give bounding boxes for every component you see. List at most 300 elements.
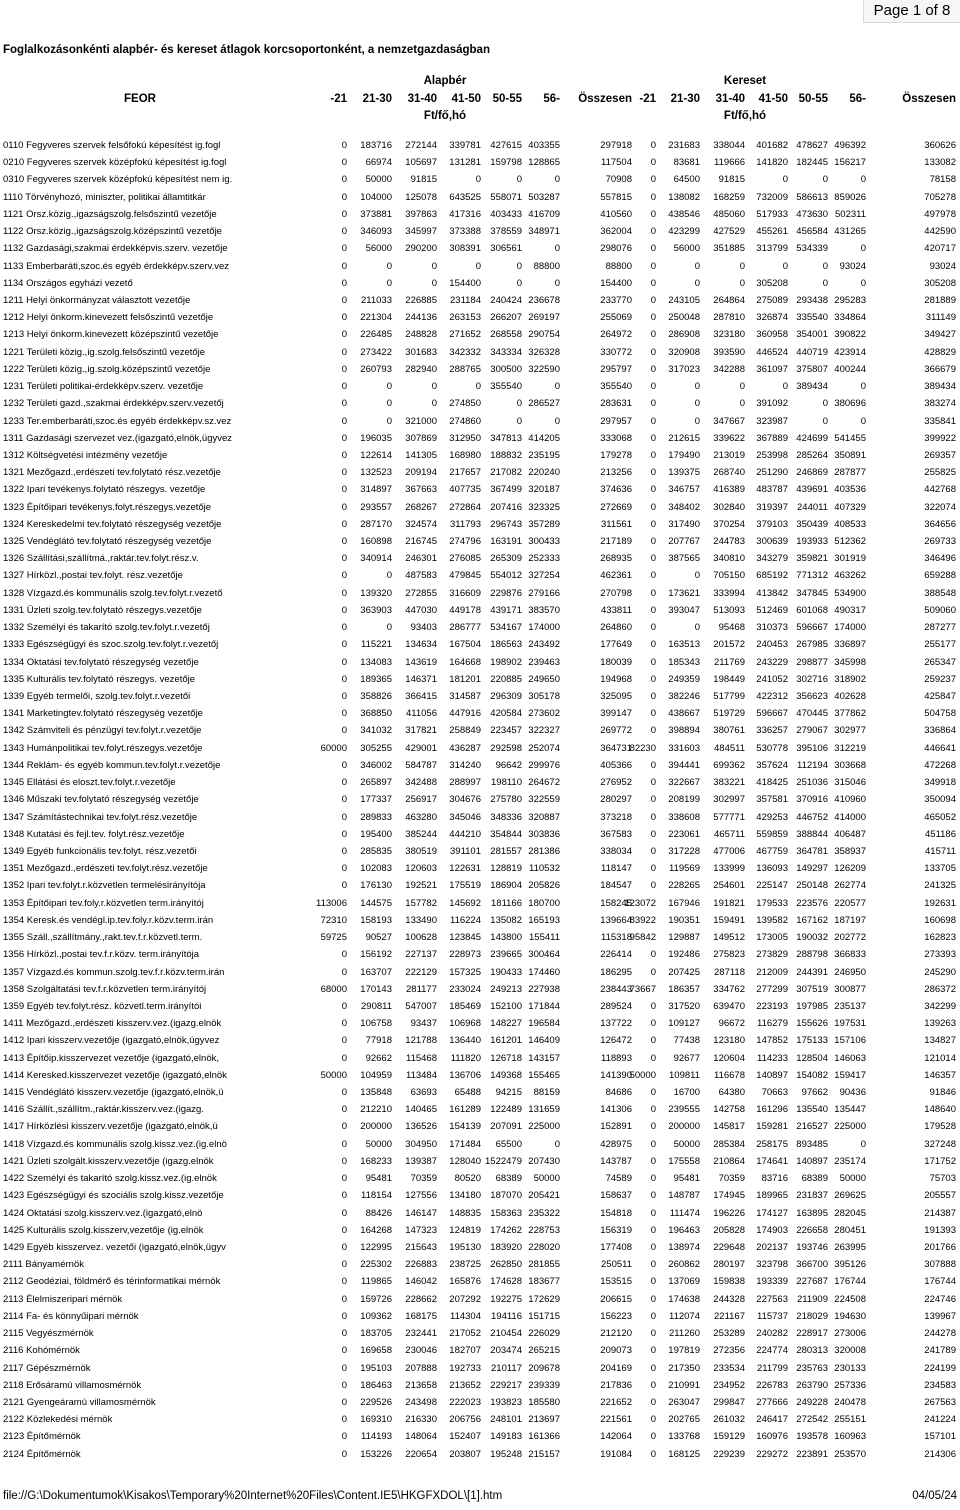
alap-cell: 186295 xyxy=(600,966,632,978)
ker-cell: 351885 xyxy=(713,243,745,255)
alap-cell: 121788 xyxy=(405,1035,437,1047)
alap-cell: 113006 xyxy=(316,897,347,909)
ker-cell: 0 xyxy=(860,243,866,255)
alap-cell: 137722 xyxy=(600,1018,632,1030)
alap-cell: 0 xyxy=(341,1035,347,1047)
alap-cell: 154818 xyxy=(600,1207,632,1219)
ker-cell: 346757 xyxy=(668,484,700,496)
alap-cell: 1522479 xyxy=(485,1155,522,1167)
alap-cell: 198902 xyxy=(490,656,522,668)
ker-cell: 261032 xyxy=(713,1414,745,1426)
alap-cell: 373388 xyxy=(449,226,481,238)
ker-cell: 534900 xyxy=(834,587,866,599)
ker-cell: 705150 xyxy=(713,570,745,582)
ker-cell: 383274 xyxy=(924,398,956,410)
ker-cell: 109811 xyxy=(669,1069,700,1081)
alap-cell: 95481 xyxy=(365,1173,392,1185)
ker-cell: 182445 xyxy=(796,157,828,169)
alap-cell: 348336 xyxy=(490,811,522,823)
alap-cell: 213658 xyxy=(405,1379,437,1391)
alap-cell: 266207 xyxy=(490,312,522,324)
ker-cell: 0 xyxy=(694,381,700,393)
ker-cell: 338608 xyxy=(668,811,700,823)
ker-cell: 223061 xyxy=(668,828,700,840)
ker-cell: 0 xyxy=(694,570,700,582)
ker-cell: 446524 xyxy=(756,346,788,358)
alap-cell: 187070 xyxy=(490,1190,522,1202)
ker-cell: 133082 xyxy=(924,157,956,169)
alap-cell: 185580 xyxy=(528,1396,560,1408)
alap-cell: 317821 xyxy=(405,725,437,737)
ker-cell: 285264 xyxy=(796,449,828,461)
ker-cell: 349427 xyxy=(924,329,956,341)
alap-cell: 72310 xyxy=(320,914,347,926)
alap-cell: 429001 xyxy=(405,742,437,754)
alap-cell: 346093 xyxy=(360,226,392,238)
alap-cell: 220885 xyxy=(490,673,522,685)
ker-cell: 305208 xyxy=(756,277,788,289)
alap-cell: 106968 xyxy=(449,1018,481,1030)
alap-cell: 88426 xyxy=(365,1207,392,1219)
alap-cell: 280297 xyxy=(600,794,632,806)
ker-cell: 302977 xyxy=(834,725,866,737)
alap-cell: 168233 xyxy=(360,1155,392,1167)
alap-cell: 300433 xyxy=(528,536,560,548)
alap-cell: 274796 xyxy=(449,536,481,548)
ker-cell: 317023 xyxy=(668,363,700,375)
table-row xyxy=(0,688,960,705)
ker-cell: 287810 xyxy=(713,312,745,324)
ker-cell: 221167 xyxy=(714,1310,745,1322)
ker-cell: 342299 xyxy=(924,1000,956,1012)
alap-cell: 272864 xyxy=(449,501,481,513)
ker-cell: 455261 xyxy=(756,226,788,238)
ker-cell: 307888 xyxy=(924,1259,956,1271)
row-label: 1355 Száll.,szállítmány.,rakt.tev.f.r.közvetl.term. xyxy=(3,932,203,944)
ker-cell: 315046 xyxy=(834,777,866,789)
ker-cell: 313799 xyxy=(756,243,788,255)
ker-cell: 91815 xyxy=(718,174,745,186)
alap-cell: 221304 xyxy=(360,312,392,324)
ker-cell: 401682 xyxy=(756,140,788,151)
ker-cell: 97662 xyxy=(801,1087,828,1099)
ker-cell: 586613 xyxy=(796,191,828,203)
alap-cell: 122614 xyxy=(360,449,392,461)
alap-cell: 210454 xyxy=(490,1328,522,1340)
alap-cell: 207292 xyxy=(449,1293,481,1305)
alap-cell: 243498 xyxy=(405,1396,437,1408)
ker-cell: 273393 xyxy=(924,949,956,961)
alap-cell: 157782 xyxy=(405,897,437,909)
table-row xyxy=(0,223,960,240)
alap-cell: 209194 xyxy=(405,467,437,479)
table-row xyxy=(0,1032,960,1049)
table-row xyxy=(0,1222,960,1239)
ker-cell: 350094 xyxy=(924,794,956,806)
alap-cell: 135082 xyxy=(490,914,522,926)
ker-cell: 138082 xyxy=(668,191,700,203)
ker-cell: 0 xyxy=(650,966,656,978)
alap-cell: 160898 xyxy=(360,536,392,548)
ker-cell: 300877 xyxy=(834,983,866,995)
alap-cell: 77918 xyxy=(365,1035,392,1047)
ker-cell: 596667 xyxy=(796,622,828,634)
alap-cell: 0 xyxy=(341,1431,347,1443)
alap-cell: 207888 xyxy=(405,1362,437,1374)
ker-cell: 0 xyxy=(650,363,656,375)
ker-cell: 299847 xyxy=(713,1396,745,1408)
alap-cell: 293557 xyxy=(360,501,392,513)
alap-cell: 385244 xyxy=(405,828,437,840)
ker-cell: 223891 xyxy=(796,1448,828,1460)
alap-cell: 248101 xyxy=(490,1414,522,1426)
feor-header: FEOR xyxy=(124,93,156,105)
ker-cell: 0 xyxy=(650,312,656,324)
ker-cell: 467759 xyxy=(756,845,788,857)
alap-cell: 0 xyxy=(554,415,560,427)
ker-cell: 175133 xyxy=(796,1035,828,1047)
alap-cell: 0 xyxy=(516,398,522,410)
ker-cell: 375807 xyxy=(796,363,828,375)
alap-cell: 252333 xyxy=(528,553,560,565)
unit-header-kereset: Ft/fő,hó xyxy=(723,110,767,122)
alap-cell: 0 xyxy=(341,260,347,272)
alap-cell: 0 xyxy=(341,966,347,978)
ker-cell: 0 xyxy=(694,622,700,634)
alap-cell: 410560 xyxy=(600,208,632,220)
alap-cell: 139387 xyxy=(405,1155,437,1167)
alap-cell: 217189 xyxy=(600,536,632,548)
alap-cell: 0 xyxy=(341,1173,347,1185)
ker-cell: 502311 xyxy=(835,208,866,220)
row-label: 1421 Üzleti szolgált.kisszerv.vezetője (igazg.elnök xyxy=(3,1155,214,1167)
ker-cell: 367889 xyxy=(756,432,788,444)
ker-cell: 179490 xyxy=(668,449,700,461)
alap-cell: 0 xyxy=(341,570,347,582)
alap-cell: 239339 xyxy=(528,1379,560,1391)
column-header-alapber-2: 31-40 xyxy=(407,93,437,105)
alap-cell: 126472 xyxy=(600,1035,632,1047)
ker-cell: 227687 xyxy=(796,1276,828,1288)
ker-cell: 95481 xyxy=(673,1173,700,1185)
alap-cell: 0 xyxy=(475,260,481,272)
alap-cell: 192733 xyxy=(449,1362,481,1374)
ker-cell: 596667 xyxy=(756,708,788,720)
ker-cell: 360958 xyxy=(756,329,788,341)
alap-cell: 363903 xyxy=(360,604,392,616)
ker-cell: 418425 xyxy=(756,777,788,789)
alap-cell: 186904 xyxy=(490,880,522,892)
alap-cell: 158245 xyxy=(600,897,632,909)
alap-cell: 229526 xyxy=(360,1396,392,1408)
alap-cell: 447916 xyxy=(449,708,481,720)
alap-cell: 183716 xyxy=(360,140,392,151)
ker-cell: 0 xyxy=(650,140,656,151)
ker-cell: 0 xyxy=(650,1396,656,1408)
alap-cell: 207430 xyxy=(528,1155,560,1167)
alap-cell: 0 xyxy=(341,243,347,255)
table-row xyxy=(0,946,960,963)
row-label: 1425 Kulturális szolg.kisszerv,vezetője (ig.elnök xyxy=(3,1224,204,1236)
alap-cell: 84686 xyxy=(605,1087,632,1099)
ker-cell: 318902 xyxy=(834,673,866,685)
ker-cell: 347845 xyxy=(796,587,828,599)
alap-cell: 272669 xyxy=(600,501,632,513)
alap-cell: 268935 xyxy=(600,553,632,565)
alap-cell: 104000 xyxy=(360,191,392,203)
ker-cell: 0 xyxy=(650,346,656,358)
ker-cell: 317490 xyxy=(668,518,700,530)
ker-cell: 95468 xyxy=(718,622,745,634)
alap-cell: 297957 xyxy=(600,415,632,427)
alap-cell: 151715 xyxy=(528,1310,560,1322)
ker-cell: 138974 xyxy=(668,1242,700,1253)
alap-cell: 174000 xyxy=(528,622,560,634)
ker-cell: 267985 xyxy=(796,639,828,651)
alap-cell: 405366 xyxy=(600,759,632,771)
table-row xyxy=(0,1411,960,1428)
ker-cell: 0 xyxy=(650,673,656,685)
ker-cell: 0 xyxy=(739,398,745,410)
table-row xyxy=(0,1136,960,1153)
ker-cell: 224508 xyxy=(834,1293,866,1305)
alap-cell: 308391 xyxy=(449,243,481,255)
alap-cell: 118147 xyxy=(601,863,632,875)
ker-cell: 275089 xyxy=(756,294,788,306)
ker-cell: 0 xyxy=(650,553,656,565)
alap-cell: 0 xyxy=(341,828,347,840)
alap-cell: 235322 xyxy=(528,1207,560,1219)
alap-cell: 403433 xyxy=(490,208,522,220)
alap-cell: 314897 xyxy=(360,484,392,496)
ker-cell: 370254 xyxy=(713,518,745,530)
alap-cell: 156319 xyxy=(600,1224,632,1236)
ker-cell: 383221 xyxy=(713,777,745,789)
ker-cell: 0 xyxy=(860,1138,866,1150)
row-label: 1323 Építőipari tevékenys.folyt.részegys.vezetője xyxy=(3,501,212,513)
ker-cell: 0 xyxy=(694,260,700,272)
alap-cell: 156223 xyxy=(600,1310,632,1322)
table-row xyxy=(0,447,960,464)
row-label: 1417 Hírközlési kisszerv.vezetője (igazgató,elnök,ü xyxy=(3,1121,218,1133)
alap-cell: 0 xyxy=(386,398,392,410)
ker-cell: 0 xyxy=(650,1190,656,1202)
ker-cell: 231837 xyxy=(796,1190,828,1202)
alap-cell: 0 xyxy=(341,1362,347,1374)
alap-cell: 159798 xyxy=(490,157,522,169)
ker-cell: 357624 xyxy=(756,759,788,771)
ker-cell: 451186 xyxy=(925,828,956,840)
alap-cell: 243492 xyxy=(528,639,560,651)
ker-cell: 226783 xyxy=(756,1379,788,1391)
alap-cell: 164668 xyxy=(449,656,481,668)
ker-cell: 126209 xyxy=(834,863,866,875)
ker-cell: 342288 xyxy=(713,363,745,375)
alap-cell: 301683 xyxy=(405,346,437,358)
alap-cell: 193823 xyxy=(490,1396,522,1408)
table-row xyxy=(0,1205,960,1222)
row-label: 2115 Vegyészmérnök xyxy=(3,1328,94,1340)
ker-cell: 512469 xyxy=(756,604,788,616)
alap-cell: 147323 xyxy=(405,1224,437,1236)
alap-cell: 0 xyxy=(341,656,347,668)
row-label: 1416 Szállít.,szállítm.,raktár.kisszerv.vez.(igazg. xyxy=(3,1104,204,1116)
ker-cell: 263790 xyxy=(796,1379,828,1391)
ker-cell: 174638 xyxy=(668,1293,700,1305)
alap-cell: 0 xyxy=(386,622,392,634)
alap-cell: 104959 xyxy=(360,1069,392,1081)
table-row xyxy=(0,1308,960,1325)
ker-cell: 0 xyxy=(650,157,656,169)
ker-cell: 159129 xyxy=(713,1431,745,1443)
alap-cell: 109362 xyxy=(360,1310,392,1322)
alap-cell: 185469 xyxy=(449,1000,481,1012)
alap-cell: 373881 xyxy=(360,208,392,220)
ker-cell: 73667 xyxy=(629,983,656,995)
alap-cell: 203807 xyxy=(449,1448,481,1460)
alap-cell: 213652 xyxy=(449,1379,481,1391)
ker-cell: 416389 xyxy=(713,484,745,496)
alap-cell: 206756 xyxy=(449,1414,481,1426)
ker-cell: 116279 xyxy=(757,1018,788,1030)
ker-cell: 639470 xyxy=(713,1000,745,1012)
alap-cell: 168980 xyxy=(449,449,481,461)
ker-cell: 0 xyxy=(694,398,700,410)
ker-cell: 155626 xyxy=(796,1018,828,1030)
ker-cell: 513093 xyxy=(713,604,745,616)
ker-cell: 280313 xyxy=(796,1345,828,1357)
alap-cell: 113484 xyxy=(406,1069,437,1081)
alap-cell: 0 xyxy=(386,381,392,393)
alap-cell: 232441 xyxy=(405,1328,437,1340)
alap-cell: 305178 xyxy=(528,691,560,702)
alap-cell: 128040 xyxy=(449,1155,481,1167)
ker-cell: 470445 xyxy=(796,708,828,720)
ker-cell: 326874 xyxy=(756,312,788,324)
alap-cell: 0 xyxy=(341,725,347,737)
ker-cell: 0 xyxy=(650,1362,656,1374)
row-label: 1424 Oktatási szolg.kisszerv.vez.(igazgató,elnö xyxy=(3,1207,203,1219)
ker-cell: 159417 xyxy=(834,1069,866,1081)
alap-cell: 233024 xyxy=(449,983,481,995)
row-label: 1221 Területi közig.,ig.szolg.felsőszintű vezetője xyxy=(3,346,206,358)
alap-cell: 0 xyxy=(341,759,347,771)
ker-cell: 223193 xyxy=(756,1000,788,1012)
alap-cell: 239665 xyxy=(490,949,522,961)
ker-cell: 0 xyxy=(650,1293,656,1305)
ker-cell: 167946 xyxy=(668,897,700,909)
column-header-kereset-6: Összesen xyxy=(902,93,956,105)
ker-cell: 380696 xyxy=(834,398,866,410)
ker-cell: 317520 xyxy=(668,1000,700,1012)
ker-cell: 225147 xyxy=(756,880,788,892)
alap-cell: 205826 xyxy=(528,880,560,892)
document-title: Foglalkozásonkénti alapbér- és kereset átlagok korcsoportonként, a nemzetgazdaságban xyxy=(3,44,490,56)
alap-cell: 0 xyxy=(341,1087,347,1099)
ker-cell: 0 xyxy=(650,1207,656,1219)
alap-cell: 0 xyxy=(341,1310,347,1322)
ker-cell: 0 xyxy=(650,1310,656,1322)
ker-cell: 859026 xyxy=(834,191,866,203)
ker-cell: 0 xyxy=(650,622,656,634)
ker-cell: 174127 xyxy=(756,1207,788,1219)
row-label: 2121 Gyengeáramú villamosmérnök xyxy=(3,1396,156,1408)
alap-cell: 226885 xyxy=(405,294,437,306)
unit-header-alapber: Ft/fő,hó xyxy=(423,110,467,122)
alap-cell: 339781 xyxy=(449,140,481,151)
row-label: 2123 Építőmérnök xyxy=(3,1431,81,1443)
alap-cell: 248828 xyxy=(405,329,437,341)
alap-cell: 300464 xyxy=(528,949,560,961)
alap-cell: 143800 xyxy=(490,932,522,944)
alap-cell: 0 xyxy=(386,260,392,272)
ker-cell: 0 xyxy=(650,708,656,720)
table-row xyxy=(0,1446,960,1463)
ker-cell: 16700 xyxy=(673,1087,700,1099)
alap-cell: 279166 xyxy=(528,587,560,599)
ker-cell: 93024 xyxy=(839,260,866,272)
table-row xyxy=(0,258,960,275)
alap-cell: 0 xyxy=(431,398,437,410)
alap-cell: 269197 xyxy=(528,312,560,324)
ker-cell: 442590 xyxy=(924,226,956,238)
ker-cell: 0 xyxy=(650,381,656,393)
alap-cell: 265215 xyxy=(528,1345,560,1357)
ker-cell: 0 xyxy=(650,604,656,616)
alap-cell: 290811 xyxy=(361,1000,392,1012)
alap-cell: 134083 xyxy=(360,656,392,668)
row-label: 1333 Egészségügyi és szoc.szolg.tev.folyt.r.vezetőj xyxy=(3,639,219,651)
alap-cell: 449178 xyxy=(449,604,481,616)
ker-cell: 395106 xyxy=(796,742,828,754)
row-label: 1353 Építőipari tev.foly.r.közvetlen term.irányítój xyxy=(3,897,204,909)
ker-cell: 253289 xyxy=(713,1328,745,1340)
alap-cell: 554012 xyxy=(490,570,522,582)
ker-cell: 82230 xyxy=(629,742,656,754)
ker-cell: 240478 xyxy=(834,1396,866,1408)
column-header-alapber-0: -21 xyxy=(330,93,347,105)
ker-cell: 440719 xyxy=(796,346,828,358)
ker-cell: 406487 xyxy=(834,828,866,840)
alap-cell: 260793 xyxy=(360,363,392,375)
alap-cell: 0 xyxy=(341,1448,347,1460)
row-label: 1121 Orsz.közig.,igazságszolg.felsőszintű vezetője xyxy=(3,208,217,220)
alap-cell: 0 xyxy=(554,381,560,393)
alap-cell: 213256 xyxy=(600,467,632,479)
ker-cell: 302997 xyxy=(713,794,745,806)
alap-cell: 0 xyxy=(341,1155,347,1167)
ker-cell: 246950 xyxy=(834,966,866,978)
alap-cell: 161289 xyxy=(449,1104,481,1116)
ker-cell: 287877 xyxy=(834,467,866,479)
ker-cell: 77438 xyxy=(673,1035,700,1047)
alap-cell: 643525 xyxy=(449,191,481,203)
column-header-kereset-1: 21-30 xyxy=(670,93,700,105)
alap-cell: 0 xyxy=(341,691,347,702)
ker-cell: 0 xyxy=(650,1104,656,1116)
ker-cell: 0 xyxy=(650,1173,656,1185)
ker-cell: 240453 xyxy=(756,639,788,651)
alap-cell: 271652 xyxy=(449,329,481,341)
table-row xyxy=(0,826,960,843)
ker-cell: 279067 xyxy=(796,725,828,737)
ker-cell: 255151 xyxy=(834,1414,866,1426)
ker-cell: 0 xyxy=(650,639,656,651)
alap-cell: 0 xyxy=(341,191,347,203)
alap-cell: 265309 xyxy=(490,553,522,565)
alap-cell: 215157 xyxy=(528,1448,560,1460)
ker-cell: 211769 xyxy=(714,656,745,668)
